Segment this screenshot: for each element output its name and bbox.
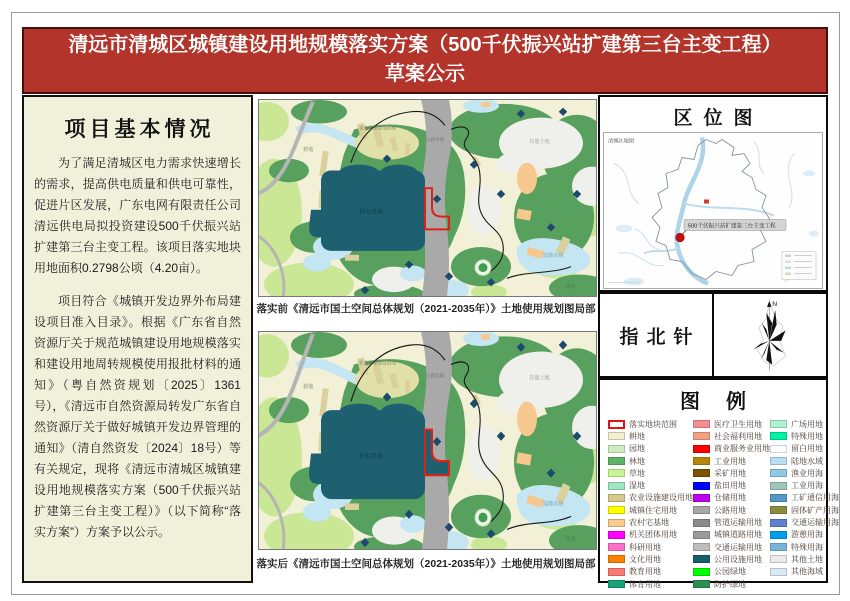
legend-label: 商业服务业用地 (714, 444, 770, 454)
legend-label: 采矿用地 (714, 468, 746, 478)
legend-item (693, 529, 770, 541)
project-location-dot (676, 233, 685, 242)
legend-item (608, 443, 693, 455)
legend-label: 科研用地 (629, 542, 661, 552)
legend-item (608, 504, 693, 516)
legend-label: 湿地 (629, 481, 645, 491)
legend-label: 社会福利用地 (714, 431, 762, 441)
landuse-map-before (258, 99, 597, 297)
page-title (22, 27, 828, 94)
legend-swatch (608, 506, 625, 514)
legend-label: 交通运输用地 (714, 542, 762, 552)
north-label: N (772, 301, 778, 309)
landuse-map-after (258, 331, 597, 550)
legend-item (770, 467, 839, 479)
legend-item (608, 578, 693, 590)
inset-map-label: 清城区地图 (608, 138, 634, 145)
legend-label: 园地 (629, 444, 645, 454)
legend-item (770, 516, 839, 528)
legend-item (693, 553, 770, 565)
legend-item (770, 418, 839, 430)
legend-swatch (693, 543, 710, 551)
legend-item (608, 529, 693, 541)
legend-label: 公路用地 (714, 505, 746, 515)
legend-swatch (770, 519, 787, 527)
legend-item (693, 566, 770, 578)
title-line-2: 草案公示 (385, 63, 465, 85)
legend-swatch (693, 568, 710, 576)
legend-item (608, 553, 693, 565)
legend-item (608, 516, 693, 528)
marker-label: 500千伏振兴站扩建第三台主变工程 (688, 223, 776, 230)
legend-label: 其他土地 (791, 554, 823, 564)
legend-swatch (608, 519, 625, 527)
legend-swatch (608, 445, 625, 453)
title-line-1: 清远市清城区城镇建设用地规模落实方案（500千伏振兴站扩建第三台主变工程） (68, 34, 782, 56)
legend-swatch (770, 482, 787, 490)
legend-label: 体育用地 (629, 579, 661, 589)
legend-label: 文化用地 (629, 554, 661, 564)
legend-item (693, 492, 770, 504)
legend-title: 图例 (680, 391, 772, 413)
legend-label: 城镇住宅用地 (629, 505, 677, 515)
legend-swatch (608, 457, 625, 465)
legend-swatch (770, 432, 787, 440)
legend-label: 公用设施用地 (714, 554, 762, 564)
legend-label: 草地 (629, 468, 645, 478)
legend-swatch (608, 555, 625, 563)
legend-swatch (770, 457, 787, 465)
legend-swatch (693, 457, 710, 465)
city-area-mark (704, 200, 709, 204)
legend-item (770, 492, 839, 504)
legend-item (608, 492, 693, 504)
legend-swatch (693, 469, 710, 477)
legend-label: 落实地块范围 (629, 419, 677, 429)
legend-label: 公园绿地 (714, 567, 746, 577)
legend-swatch (693, 531, 710, 539)
legend-column (608, 418, 693, 590)
legend-section (598, 378, 839, 589)
legend-swatch (770, 543, 787, 551)
legend-item (770, 504, 839, 516)
legend-swatch (693, 580, 710, 588)
legend-swatch (693, 519, 710, 527)
legend-swatch (693, 494, 710, 502)
legend-swatch (770, 568, 787, 576)
legend-swatch (693, 432, 710, 440)
legend-item (770, 455, 839, 467)
legend-label: 工矿通信用海 (791, 493, 839, 503)
legend-swatch (693, 445, 710, 453)
legend-label: 工业用地 (714, 456, 746, 466)
legend-label: 广场用地 (791, 419, 823, 429)
legend-swatch (693, 555, 710, 563)
legend-item (608, 479, 693, 491)
legend-label: 城镇道路用地 (714, 530, 762, 540)
compass-rose-cell (714, 294, 826, 376)
legend-item (693, 516, 770, 528)
compass-section (598, 292, 828, 378)
legend-swatch (608, 469, 625, 477)
info-paragraph-1: 为了满足清城区电力需求快速增长的需求，提高供电质量和供电可靠性，促进片区发展，广东电网有限责任公司清远供电局拟投资建设500千伏振兴站扩建第三台主变工程。该项目落实地块用地面积0.2798公顷（4.20亩）。 (34, 156, 241, 275)
legend-swatch (608, 568, 625, 576)
map-caption-before: 落实前《清远市国土空间总体规划（2021-2035年）》土地使用规划图局部 (256, 303, 596, 315)
legend-item (693, 467, 770, 479)
location-map (603, 132, 823, 289)
legend-label: 农村宅基地 (629, 518, 669, 528)
location-map-section (598, 95, 828, 292)
legend-item (770, 443, 839, 455)
legend-swatch (693, 506, 710, 514)
legend-item (608, 418, 693, 430)
legend-column (693, 418, 770, 590)
location-map-title: 区位图 (673, 108, 764, 129)
legend-label: 其他海域 (791, 567, 823, 577)
legend-item (608, 467, 693, 479)
legend-swatch (608, 482, 625, 490)
legend-item (693, 443, 770, 455)
info-paragraph-2: 项目符合《城镇开发边界外布局建设项目准入目录》。根据《广东省自然资源厅关于规范城镇建设用地规模落实和建设用地周转规模使用报批材料的通知》（粤自然资规划〔2025〕1361号），《清远市自然资源局转发广东省自然资源厅关于做好城镇开发边界管理的通知》（清自然资发〔2024〕18号）等有关规定，现将《清远市清城区城镇建设用地规模落实方案（500千伏振兴站扩建第三台主变工程）》（以下简称“落实方案”）方案予以公示。 (34, 294, 241, 539)
legend-label: 农业设施建设用地 (629, 493, 693, 503)
mini-legend (782, 252, 816, 280)
compass-rose (741, 298, 799, 372)
legend-label: 陆地水域 (791, 456, 823, 466)
legend-item (770, 430, 839, 442)
legend-column (770, 418, 839, 590)
legend-label: 医疗卫生用地 (714, 419, 762, 429)
legend-columns (600, 416, 839, 590)
legend-label: 防护绿地 (714, 579, 746, 589)
legend-item (693, 479, 770, 491)
legend-swatch (608, 420, 625, 429)
legend-label: 游憩用海 (791, 530, 823, 540)
legend-label: 教育用地 (629, 567, 661, 577)
legend-item (693, 578, 770, 590)
legend-swatch (608, 432, 625, 440)
legend-swatch (770, 531, 787, 539)
legend-item (693, 455, 770, 467)
compass-title: 指北针 (600, 294, 714, 376)
legend-swatch (770, 506, 787, 514)
legend-item (608, 541, 693, 553)
legend-label: 交通运输用海 (791, 518, 839, 528)
legend-label: 特殊用地 (791, 431, 823, 441)
legend-swatch (770, 469, 787, 477)
legend-item (693, 418, 770, 430)
legend-item (770, 566, 839, 578)
project-info-panel (22, 95, 253, 583)
legend-label: 盐田用地 (714, 481, 746, 491)
legend-label: 耕地 (629, 431, 645, 441)
legend-swatch (693, 482, 710, 490)
legend-swatch (693, 420, 710, 428)
legend-item (693, 541, 770, 553)
legend-swatch (770, 555, 787, 563)
legend-label: 渔业用海 (791, 468, 823, 478)
legend-item (770, 529, 839, 541)
legend-swatch (770, 445, 787, 453)
legend-swatch (770, 494, 787, 502)
legend-label: 固体矿产用海 (791, 505, 839, 515)
section-heading: 项目基本情况 (64, 118, 215, 141)
legend-swatch (608, 531, 625, 539)
legend-item (608, 566, 693, 578)
legend-label: 工业用海 (791, 481, 823, 491)
legend-swatch (770, 420, 787, 428)
legend-label: 机关团体用地 (629, 530, 677, 540)
legend-label: 特殊用海 (791, 542, 823, 552)
legend-swatch (608, 494, 625, 502)
legend-item (608, 430, 693, 442)
legend-item (608, 455, 693, 467)
legend-item (770, 553, 839, 565)
legend-item (693, 504, 770, 516)
legend-label: 仓储用地 (714, 493, 746, 503)
legend-item (693, 430, 770, 442)
legend-label: 管道运输用地 (714, 518, 762, 528)
legend-swatch (608, 580, 625, 588)
map-caption-after: 落实后《清远市国土空间总体规划（2021-2035年）》土地使用规划图局部 (256, 558, 596, 570)
legend-item (770, 541, 839, 553)
legend-label: 留白用地 (791, 444, 823, 454)
legend-swatch (608, 543, 625, 551)
legend-label: 林地 (629, 456, 645, 466)
legend-item (770, 479, 839, 491)
